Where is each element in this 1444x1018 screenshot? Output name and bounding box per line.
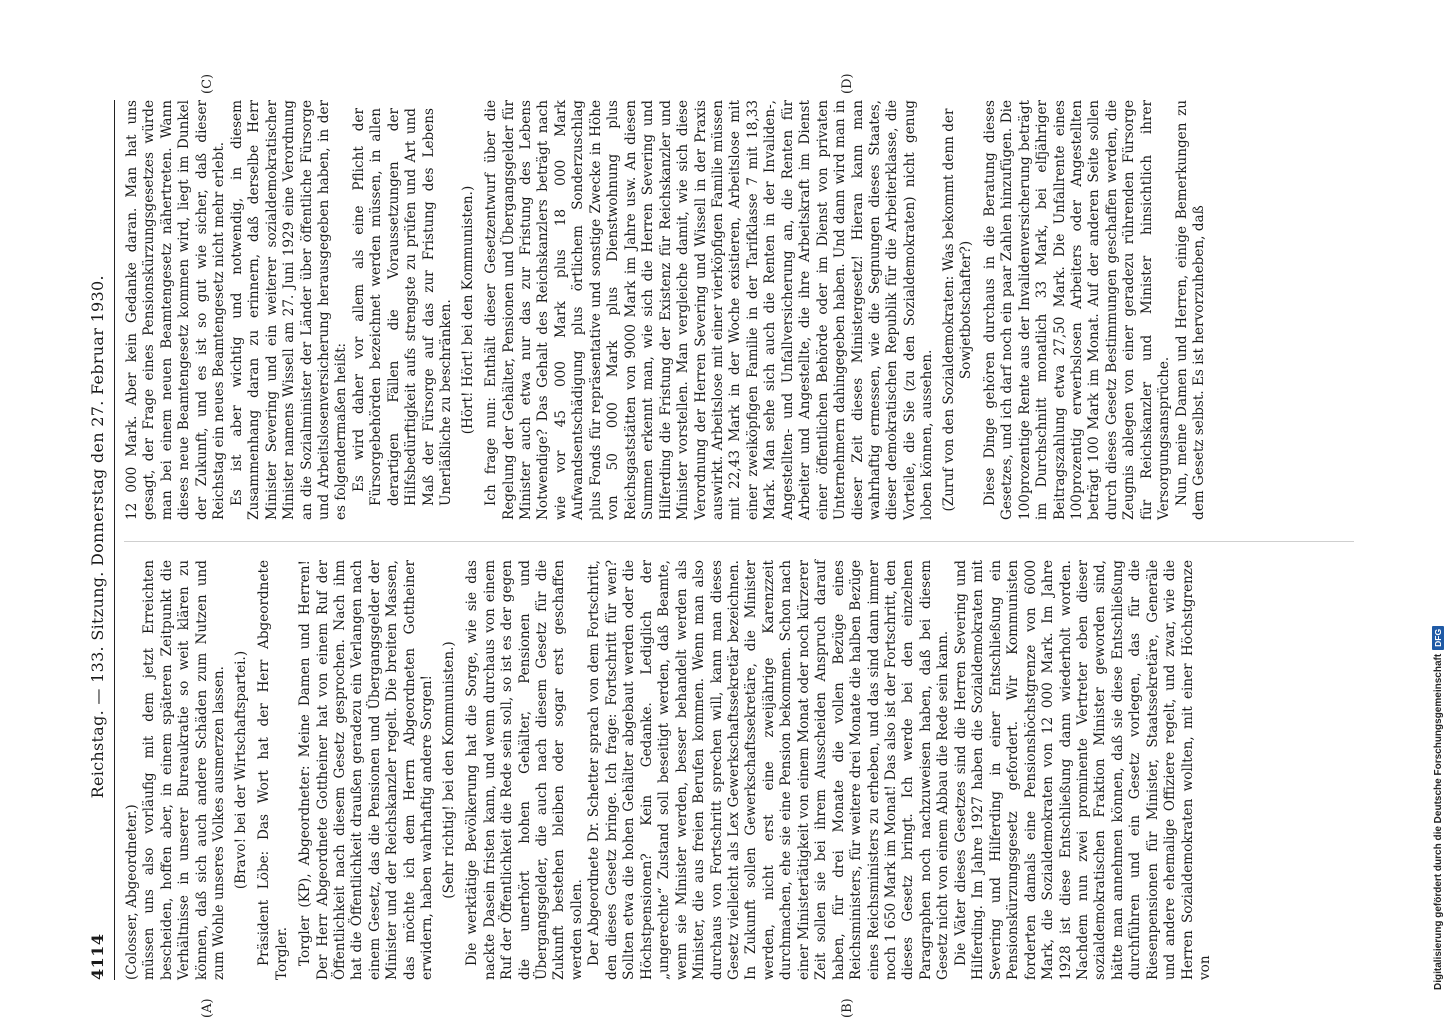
left-column — [124, 560, 1354, 980]
paragraph: Der Abgeordnete Dr. Schetter sprach von dem Fortschritt, den dieses Gesetz bringe. Ich frage: Fortschritt für wen? Sollten etwa die hohen Gehälter abgebaut werden oder die Höchstpensionen? Kein Gedanke. Lediglich der „ungerechte“ Zustand soll beseitigt werden, daß Beamte, wenn sie Minister werden, besser behandelt werden als Minister, die aus freien Berufen kommen. Wenn man also durchaus von Fortschritt sprechen will, kann man dieses Gesetz vielleicht als Lex Gewerkschaftssekretär bezeichnen. In Zukunft sollen Gewerkschaftssekretäre, die Minister werden, nicht erst eine zweijährige Karenzzeit durchmachen, ehe sie eine Pension bekommen. Schon nach einer Ministertätigkeit von einem Monat oder noch kürzerer Zeit sollen sie bei ihrem Ausscheiden Anspruch darauf haben, für drei Monate die vollen Bezüge eines Reichsministers, für weitere drei Monate die halben Bezüge eines Reichsministers zu erheben, und das sind dann immer noch 1 650 Mark im Monat! Das also ist der Fortschritt, den dieses Gesetz bringt. Ich werde bei den einzelnen Paragraphen noch nachzuweisen haben, daß bei diesem Gesetz nicht von einem Abbau die Rede sein kann. — [586, 560, 952, 980]
paragraph: Ich frage nun: Enthält dieser Gesetzentwurf über die Regelung der Gehälter, Pensionen und Übergangsgelder für Minister auch etwa nur das zur Fristung des Lebens Notwendige? Das Gehalt des Reichskanzlers beträgt nach wie vor 45 000 Mark plus 18 000 Mark Aufwandsentschädigung plus örtlichem Sonderzuschlag plus Fonds für repräsentative und sonstige Zwecke in Höhe von 50 000 Mark plus Dienstwohnung plus Reichsgaststätten von 9000 Mark im Jahre usw. An diesen Summen erkennt man, wie sich die Herren Severing und Hilferding die Fristung der Existenz für Reichskanzler und Minister vorstellen. Man vergleiche damit, wie sich diese Verordnung der Herren Severing und Wissell in der Praxis auswirkt. Arbeitslose mit einer vierköpfigen Familie müssen mit 22,43 Mark in der Woche existieren, Arbeitslose mit einer zweiköpfigen Familie in der Tarifklasse 7 mit 18,33 Mark. Man sehe sich auch die Renten in der Invaliden-, Angestellten- und Unfallversicherung an, die Renten für Arbeiter und Angestellte, die ihre Arbeitskraft im Dienst einer öffentlichen Behörde oder im Dienst von privaten Unternehmern dahingegeben haben. Und dann wird man in dieser Zeit dieses Ministergesetz! Hieran kann man wahrhaftig ermessen, wie die Segnungen dieses Staates, dieser demokratischen Republik für die Arbeiterklasse, die Vorteile, die Sie (zu den Sozialdemokraten) nicht genug loben können, aussehen. — [483, 100, 936, 520]
interjection: (Bravo! bei der Wirtschaftspartei.) — [232, 650, 249, 890]
page-number: 4114 — [87, 933, 107, 980]
paragraph: Diese Dinge gehören durchaus in die Beratung dieses Gesetzes, und ich darf noch ein paar Zahlen hinzufügen. Die 100prozentige Rente aus der Invalidenversicherung beträgt im Durchschnitt monatlich 33 Mark, bei elfjähriger Beitragszahlung etwa 27,50 Mark. Die Unfallrente eines 100prozentig erwerbslosen Arbeiters oder Angestellten beträgt 100 Mark im Monat. Auf der anderen Seite sollen durch dieses Gesetz Bestimmungen geschaffen werden, die Zeugnis ablegen von einer geradezu rührenden Fürsorge für Reichskanzler und Minister hinsichtlich ihrer Versorgungsansprüche. — [981, 100, 1173, 520]
dfg-logo: DFG — [1432, 626, 1444, 650]
paragraph: Die werktätige Bevölkerung hat die Sorge, wie sie das nackte Dasein fristen kann, und wenn durchaus von einem Ruf der Öffentlichkeit die Rede sein soll, so ist es der gegen die unerhört hohen Gehälter, Pensionen und Übergangsgelder, die auch nach diesem Gesetz für die Zukunft bestehen bleiben oder sogar erst geschaffen werden sollen. — [464, 560, 585, 980]
interjection: (Sehr richtig! bei den Kommunisten.) — [440, 641, 457, 899]
paragraph: Torgler (KP), Abgeordneter: Meine Damen und Herren! Der Herr Abgeordnete Gottheiner hat von einem Ruf der Öffentlichkeit nach diesem Gesetz gesprochen. Nach ihm hat die Öffentlichkeit draußen geradezu ein Verlangen nach einem Gesetz, das die Pensionen und Übergangsgelder der Minister und der Reichskanzler regelt. Die breiten Massen, das möchte ich dem Herrn Abgeordneten Gottheiner erwidern, haben wahrhaftig andere Sorgen! — [297, 560, 436, 980]
rotated-page — [80, 73, 1360, 1018]
paragraph: 12 000 Mark. Aber kein Gedanke daran. Man hat uns gesagt, der Frage eines Pensionskürzungsgesetzes würde man bei einem neuen Beamtengesetz nähertreten. Wann dieses neue Beamtengesetz kommen wird, liegt im Dunkel der Zukunft, und es ist so gut wie sicher, daß dieser Reichstag ein neues Beamtengesetz nicht mehr erlebt. — [124, 100, 228, 520]
margin-marker-d: (D) — [840, 73, 855, 94]
paragraph: Die Väter dieses Gesetzes sind die Herren Severing und Hilferding. Im Jahre 1927 haben die Sozialdemokraten mit Severing und Hilferding in einer Entschließung ein Pensionskürzungsgesetz gefordert. Wir Kommunisten forderten damals eine Pensionshöchstgrenze von 6000 Mark, die Sozialdemokraten von 12 000 Mark. Im Jahre 1928 ist diese Entschließung dann wiederholt worden. Nachdem nun zwei prominente Vertreter eben dieser sozialdemokratischen Fraktion Minister geworden sind, hätte man annehmen können, daß sie diese Entschließung durchführen und ein Gesetz vorlegen, das für die Riesenpensionen für Minister, Staatssekretäre, Generäle und andere ehemalige Offiziere regelt, und zwar, wie die Herren Sozialdemokraten wollten, mit einer Höchstgrenze von — [952, 560, 1214, 980]
right-column — [124, 100, 1354, 520]
column-divider — [124, 541, 1354, 542]
paragraph: Präsident Löbe: Das Wort hat der Herr Abgeordnete Torgler. — [256, 560, 290, 980]
page-title: Reichstag. — 133. Sitzung. Donnerstag den 27. Februar 1930. — [87, 275, 107, 799]
quotation: Es wird daher vor allem als eine Pflicht der Fürsorgebehörden bezeichnet werden müssen, in allen derartigen Fällen die Voraussetzungen der Hilfsbedürftigkeit aufs strengste zu prüfen und Art und Maß der Fürsorge auf das zur Fristung des Lebens Unerläßliche zu beschränken. — [350, 108, 455, 506]
paragraph: Es ist aber wichtig und notwendig, in diesem Zusammenhang daran zu erinnern, daß derselbe Herr Minister Severing und ein weiterer sozialdemokratischer Minister namens Wissell am 27. Juni 1929 eine Verordnung an die Sozialminister der Länder über öffentliche Fürsorge und Arbeitslosenversicherung herausgegeben haben, in der es folgendermaßen heißt: — [228, 100, 350, 520]
digitization-credit — [1418, 10, 1444, 990]
margin-marker-a: (A) — [200, 998, 215, 1018]
speaker-continuation: (Colosser, Abgeordneter.) — [124, 804, 140, 980]
paragraph: müssen uns also vorläufig mit dem jetzt Erreichten bescheiden, hoffen aber, in einem späteren Zeitpunkt die Verhältnisse in unserer Bureaukratie so weit klären zu können, daß sich auch andere Schäden zum Nutzen und zum Wohle unseres Volkes ausmerzen lassen. — [141, 560, 228, 980]
interjection: (Zuruf von den Sozialdemokraten: Was bekommt denn der Sowjetbotschafter?) — [940, 108, 975, 512]
credit-text: Digitalisierung gefördert durch die Deutsche Forschungsgemeinschaft — [1432, 653, 1444, 990]
margin-marker-b: (B) — [840, 998, 855, 1018]
paragraph: Nun, meine Damen und Herren, einige Bemerkungen zu dem Gesetz selbst. Es ist hervorzuheben, daß — [1173, 100, 1208, 520]
margin-marker-c: (C) — [200, 73, 215, 94]
interjection: (Hört! Hört! bei den Kommunisten.) — [459, 185, 476, 435]
page-header — [80, 100, 115, 980]
